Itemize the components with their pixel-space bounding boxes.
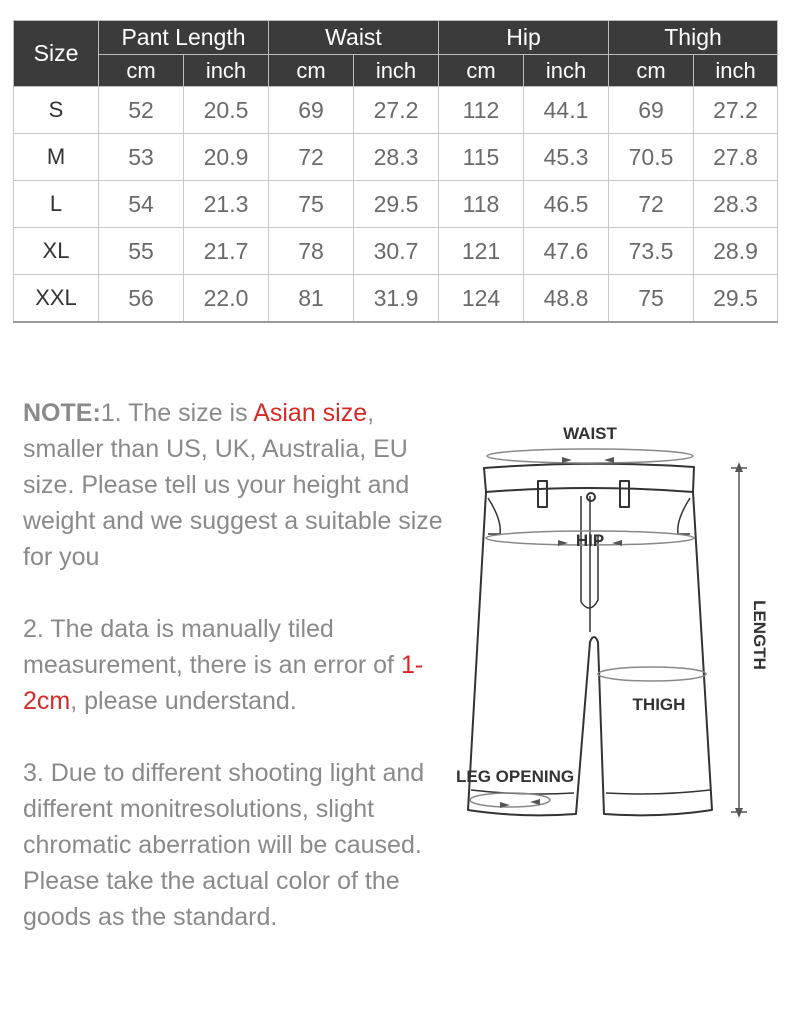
arrow-icon xyxy=(530,799,540,805)
measurement-cell: 45.3 xyxy=(524,134,609,181)
unit-header: inch xyxy=(354,55,439,87)
thigh-label: THIGH xyxy=(632,695,686,714)
hem-line xyxy=(606,790,710,794)
measurement-cell: 118 xyxy=(439,181,524,228)
unit-header: cm xyxy=(609,55,694,87)
arrow-icon xyxy=(735,808,743,818)
thigh-guide xyxy=(598,667,706,681)
measurement-cell: 20.9 xyxy=(184,134,269,181)
measurement-cell: 75 xyxy=(269,181,354,228)
group-header-hip: Hip xyxy=(439,21,609,55)
measurement-cell: 27.2 xyxy=(694,87,778,134)
measurement-cell: 28.9 xyxy=(694,228,778,275)
note-2 xyxy=(23,611,453,719)
unit-header: cm xyxy=(269,55,354,87)
measurement-cell: 28.3 xyxy=(354,134,439,181)
table-row xyxy=(14,87,778,134)
measurement-cell: 53 xyxy=(99,134,184,181)
measurement-cell: 124 xyxy=(439,275,524,323)
group-header-pant-length: Pant Length xyxy=(99,21,269,55)
arrow-icon xyxy=(604,457,614,463)
unit-header: inch xyxy=(694,55,778,87)
measurement-cell: 75 xyxy=(609,275,694,323)
measurement-guides xyxy=(470,449,747,812)
size-cell: L xyxy=(14,181,99,228)
measurement-cell: 30.7 xyxy=(354,228,439,275)
waist-guide xyxy=(487,449,693,463)
note-3: 3. Due to different shooting light and different monitresolutions, slight chromatic aberration will be caused. Please take the actual color of the goods as the standard. xyxy=(23,759,425,931)
arrow-icon xyxy=(735,462,743,472)
shorts-illustration xyxy=(468,464,712,816)
size-cell: M xyxy=(14,134,99,181)
measurement-cell: 72 xyxy=(609,181,694,228)
size-cell: XL xyxy=(14,228,99,275)
measurement-cell: 56 xyxy=(99,275,184,323)
size-column-header: Size xyxy=(14,21,99,87)
measurement-cell: 44.1 xyxy=(524,87,609,134)
group-header-waist: Waist xyxy=(269,21,439,55)
measurement-cell: 112 xyxy=(439,87,524,134)
measurement-cell: 78 xyxy=(269,228,354,275)
size-cell: XXL xyxy=(14,275,99,323)
table-row xyxy=(14,275,778,323)
arrow-heads xyxy=(500,457,743,818)
measurement-cell: 52 xyxy=(99,87,184,134)
measurement-cell: 48.8 xyxy=(524,275,609,323)
measurement-cell: 27.2 xyxy=(354,87,439,134)
measurement-cell: 73.5 xyxy=(609,228,694,275)
unit-header: inch xyxy=(524,55,609,87)
measurement-cell: 31.9 xyxy=(354,275,439,323)
measurement-cell: 20.5 xyxy=(184,87,269,134)
unit-header: cm xyxy=(439,55,524,87)
measurement-cell: 29.5 xyxy=(354,181,439,228)
notes-section xyxy=(23,395,453,935)
belt-loop xyxy=(538,481,547,507)
measurement-cell: 21.3 xyxy=(184,181,269,228)
note-2-prefix: 2. The data is manually tiled measurement, there is an error of xyxy=(23,615,401,679)
measurement-cell: 29.5 xyxy=(694,275,778,323)
measurement-cell: 46.5 xyxy=(524,181,609,228)
measurement-cell: 55 xyxy=(99,228,184,275)
size-table-body xyxy=(14,87,778,323)
waistband-shape xyxy=(484,464,694,492)
pants-measurement-diagram xyxy=(440,410,790,840)
measurement-cell: 69 xyxy=(609,87,694,134)
button-icon xyxy=(587,493,595,501)
unit-header: cm xyxy=(99,55,184,87)
table-row xyxy=(14,134,778,181)
front-pocket xyxy=(488,498,500,534)
unit-header-row xyxy=(14,55,778,87)
leg-opening-label: LEG OPENING xyxy=(456,767,575,786)
note-2-suffix: , please understand. xyxy=(70,687,297,715)
note-label: NOTE: xyxy=(23,399,101,427)
measurement-cell: 70.5 xyxy=(609,134,694,181)
size-chart-table xyxy=(13,20,778,323)
unit-header: inch xyxy=(184,55,269,87)
note-2-highlight: 1-2cm xyxy=(23,651,424,715)
measurement-cell: 28.3 xyxy=(694,181,778,228)
group-header-thigh: Thigh xyxy=(609,21,778,55)
table-row xyxy=(14,181,778,228)
measurement-cell: 54 xyxy=(99,181,184,228)
measurement-cell: 27.8 xyxy=(694,134,778,181)
measurement-cell: 21.7 xyxy=(184,228,269,275)
belt-loop xyxy=(620,481,629,507)
measurement-cell: 22.0 xyxy=(184,275,269,323)
measurement-cell: 47.6 xyxy=(524,228,609,275)
length-label: LENGTH xyxy=(750,600,769,670)
measurement-cell: 72 xyxy=(269,134,354,181)
measurement-cell: 69 xyxy=(269,87,354,134)
measurement-cell: 121 xyxy=(439,228,524,275)
note-1 xyxy=(23,395,453,575)
size-cell: S xyxy=(14,87,99,134)
measurement-cell: 115 xyxy=(439,134,524,181)
measurement-cell: 81 xyxy=(269,275,354,323)
note-1-suffix: , smaller than US, UK, Australia, EU size. Please tell us your height and weight and we suggest a suitable size for you xyxy=(23,399,443,571)
note-1-highlight: Asian size xyxy=(253,399,368,427)
front-pocket xyxy=(678,498,690,534)
waist-label: WAIST xyxy=(563,424,617,443)
table-row xyxy=(14,228,778,275)
note-1-prefix: 1. The size is xyxy=(100,399,254,427)
hip-label: HIP xyxy=(575,531,605,550)
